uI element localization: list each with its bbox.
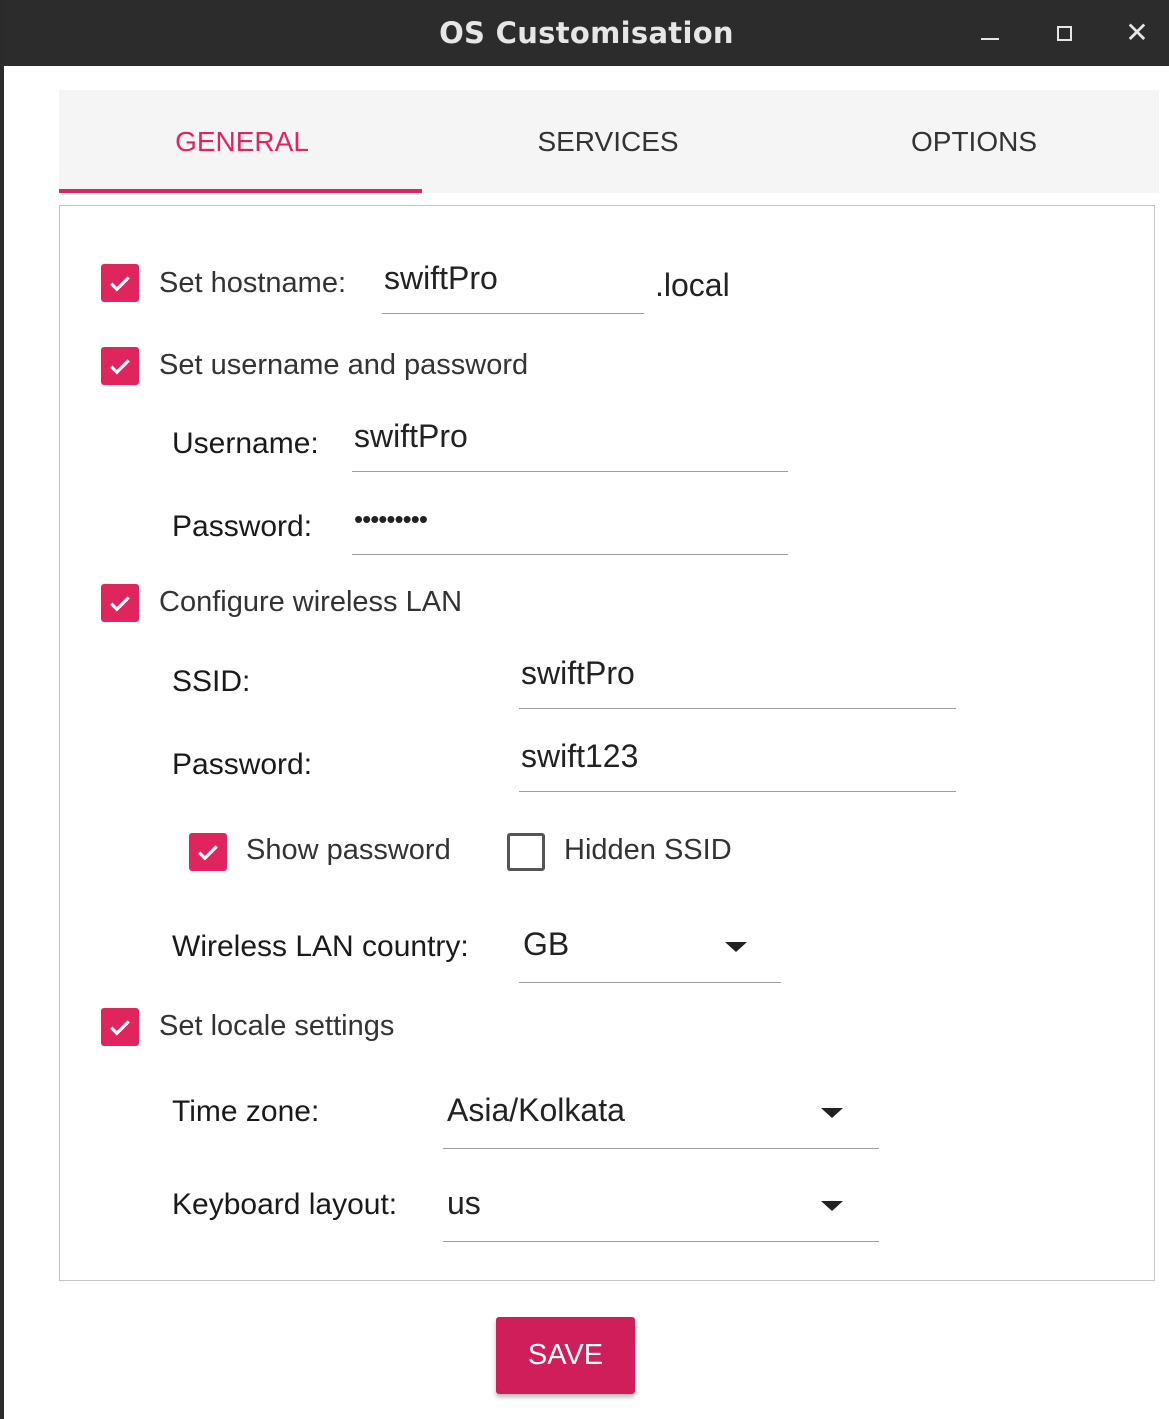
- tab-services[interactable]: SERVICES: [537, 125, 679, 157]
- time-zone-label: Time zone:: [172, 1095, 320, 1128]
- configure-wireless-lan-label: Configure wireless LAN: [159, 586, 463, 618]
- keyboard-layout-value: us: [447, 1185, 481, 1221]
- checkmark-icon: [193, 837, 223, 867]
- ssid-label: SSID:: [172, 665, 251, 698]
- username-label: Username:: [172, 427, 319, 460]
- checkmark-icon: [105, 1012, 135, 1042]
- user-password-input[interactable]: [352, 498, 788, 555]
- wireless-lan-country-label: Wireless LAN country:: [172, 930, 469, 963]
- hidden-ssid-checkbox[interactable]: [507, 833, 545, 871]
- wifi-password-label: Password:: [172, 748, 313, 781]
- dropdown-arrow-icon: [725, 942, 747, 952]
- user-password-label: Password:: [172, 510, 313, 543]
- save-button[interactable]: SAVE: [496, 1317, 635, 1394]
- wifi-password-input[interactable]: [519, 735, 956, 792]
- time-zone-select[interactable]: [443, 1092, 879, 1149]
- time-zone-value: Asia/Kolkata: [447, 1092, 625, 1128]
- hidden-ssid-label: Hidden SSID: [564, 834, 732, 866]
- minimize-icon: [981, 38, 999, 40]
- title-bar: [4, 0, 1169, 66]
- close-button[interactable]: [1107, 0, 1167, 66]
- set-locale-settings-label: Set locale settings: [159, 1010, 395, 1042]
- show-password-checkbox[interactable]: [189, 833, 227, 871]
- checkmark-icon: [105, 351, 135, 381]
- configure-wireless-lan-checkbox[interactable]: [101, 584, 139, 622]
- set-hostname-label: Set hostname:: [159, 267, 346, 299]
- checkmark-icon: [105, 268, 135, 298]
- maximize-icon: [1057, 26, 1072, 41]
- window-title: OS Customisation: [439, 16, 734, 50]
- tab-options[interactable]: OPTIONS: [910, 125, 1037, 157]
- keyboard-layout-select[interactable]: [443, 1185, 879, 1242]
- os-customisation-window: [4, 0, 1169, 1419]
- dropdown-arrow-icon: [821, 1108, 843, 1118]
- set-locale-settings-checkbox[interactable]: [101, 1008, 139, 1046]
- dropdown-arrow-icon: [821, 1201, 843, 1211]
- keyboard-layout-label: Keyboard layout:: [172, 1188, 398, 1221]
- checkmark-icon: [105, 588, 135, 618]
- hostname-input[interactable]: [382, 258, 644, 314]
- show-password-label: Show password: [246, 834, 451, 866]
- set-username-password-label: Set username and password: [159, 349, 529, 381]
- wireless-lan-country-select[interactable]: [519, 926, 781, 983]
- username-input[interactable]: [352, 416, 788, 472]
- general-settings-panel: [59, 205, 1155, 1281]
- wireless-lan-country-value: GB: [523, 926, 570, 962]
- minimize-button[interactable]: [960, 0, 1020, 66]
- ssid-input[interactable]: [519, 653, 956, 709]
- tab-bar: [59, 90, 1159, 193]
- hostname-suffix: .local: [655, 267, 730, 303]
- set-hostname-checkbox[interactable]: [101, 264, 139, 302]
- set-username-password-checkbox[interactable]: [101, 347, 139, 385]
- maximize-button[interactable]: [1034, 0, 1094, 66]
- tab-general[interactable]: GENERAL: [59, 90, 425, 193]
- close-icon: ✕: [1125, 16, 1149, 49]
